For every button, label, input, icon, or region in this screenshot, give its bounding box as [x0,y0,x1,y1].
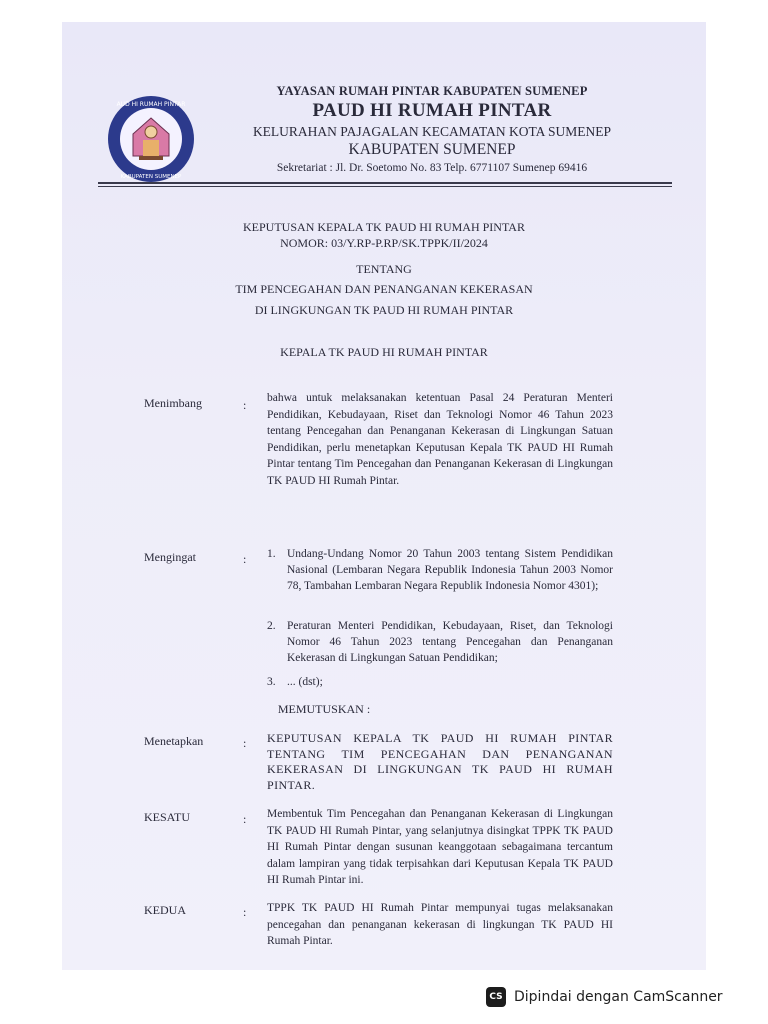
kabupaten-line: KABUPATEN SUMENEP [348,141,516,158]
decree-issuer: KEPALA TK PAUD HI RUMAH PINTAR [280,345,488,359]
decree-number: NOMOR: 03/Y.RP-P.RP/SK.TPPK/II/2024 [280,236,488,250]
letterhead-divider-thin [98,186,672,187]
mengingat-item-1-number: 1. [267,548,276,560]
mengingat-item-3-number: 3. [267,676,276,688]
menetapkan-label: Menetapkan [144,734,204,748]
decree-about: TENTANG [356,262,412,276]
kesatu-text: Membentuk Tim Pencegahan dan Penanganan Kekerasan di Lingkungan TK PAUD HI Rumah Pintar, yang selanjutnya disingkat TPPK TK PAUD HI Rumah Pintar dengan susunan keanggotaan sebagaimana tercantum dalam lampiran yang tidak terpisahkan dari Keputusan Kepala TK PAUD HI Rumah Pintar ini. [267,808,613,886]
camscanner-icon: CS [486,987,506,1007]
menimbang-label: Menimbang [144,396,202,410]
kedua-label: KEDUA [144,903,186,917]
mengingat-item-1 [267,546,613,594]
mengingat-item-3-text: ... (dst); [287,676,323,688]
scanned-document-page [62,22,706,970]
kesatu-label: KESATU [144,810,191,824]
mengingat-item-2-number: 2. [267,620,276,632]
letterhead-divider [98,182,672,184]
kelurahan-line: KELURAHAN PAJAGALAN KECAMATAN KOTA SUMENEP [252,124,612,139]
memutuskan-heading: MEMUTUSKAN : [277,702,371,716]
menimbang-text: bahwa untuk melaksanakan ketentuan Pasal 24 Peraturan Menteri Pendidikan, Kebudayaan, Riset dan Teknologi Nomor 46 Tahun 2023 tentang Pencegahan dan Penanganan Kekerasan di Lingkungan Satuan Pendidikan, perlu menetapkan Keputusan Kepala TK PAUD HI Rumah Pintar tentang Tim Pencegahan dan Penanganan Kekerasan di Lingkungan TK PAUD HI Rumah Pintar. [267,392,613,487]
mengingat-colon: : [243,552,247,566]
school-name: PAUD HI RUMAH PINTAR [312,100,552,121]
address-line: Sekretariat : Jl. Dr. Soetomo No. 83 Telp. 6771107 Sumenep 69416 [276,162,588,174]
svg-text:AUD HI RUMAH PINTAR: AUD HI RUMAH PINTAR [116,101,186,108]
mengingat-item-2 [267,618,613,666]
decree-subject-line-1: TIM PENCEGAHAN DAN PENANGANAN KEKERASAN [235,282,533,296]
kedua-colon: : [243,905,247,919]
kesatu-colon: : [243,812,247,826]
school-logo-seal [106,94,196,184]
svg-text:KABUPATEN SUMENEP: KABUPATEN SUMENEP [120,174,182,180]
kedua-text: TPPK TK PAUD HI Rumah Pintar mempunyai tugas melaksanakan pencegahan dan penanganan kekerasan di lingkungan TK PAUD HI Rumah Pintar. [267,902,613,947]
camscanner-label: Dipindai dengan CamScanner [514,989,723,1005]
mengingat-item-2-text: Peraturan Menteri Pendidikan, Kebudayaan, Riset, dan Teknologi Nomor 46 Tahun 2023 tentang Pencegahan dan Penanganan Kekerasan di Lingkungan Satuan Pendidikan; [287,620,613,664]
mengingat-item-3 [267,674,613,690]
decree-subject-line-2: DI LINGKUNGAN TK PAUD HI RUMAH PINTAR [254,303,514,317]
foundation-name: YAYASAN RUMAH PINTAR KABUPATEN SUMENEP [276,84,588,98]
menimbang-colon: : [243,398,247,412]
menetapkan-text: KEPUTUSAN KEPALA TK PAUD HI RUMAH PINTAR TENTANG TIM PENCEGAHAN DAN PENANGANAN KEKERASAN DI LINGKUNGAN TK PAUD HI RUMAH PINTAR. [267,731,613,792]
decree-title: KEPUTUSAN KEPALA TK PAUD HI RUMAH PINTAR [243,220,525,234]
mengingat-item-1-text: Undang-Undang Nomor 20 Tahun 2003 tentang Sistem Pendidikan Nasional (Lembaran Negara Republik Indonesia Tahun 2003 Nomor 78, Tambahan Lembaran Negara Republik Indonesia Nomor 4301); [287,548,613,592]
mengingat-label: Mengingat [144,550,196,564]
camscanner-watermark [472,982,762,1012]
menetapkan-colon: : [243,736,247,750]
